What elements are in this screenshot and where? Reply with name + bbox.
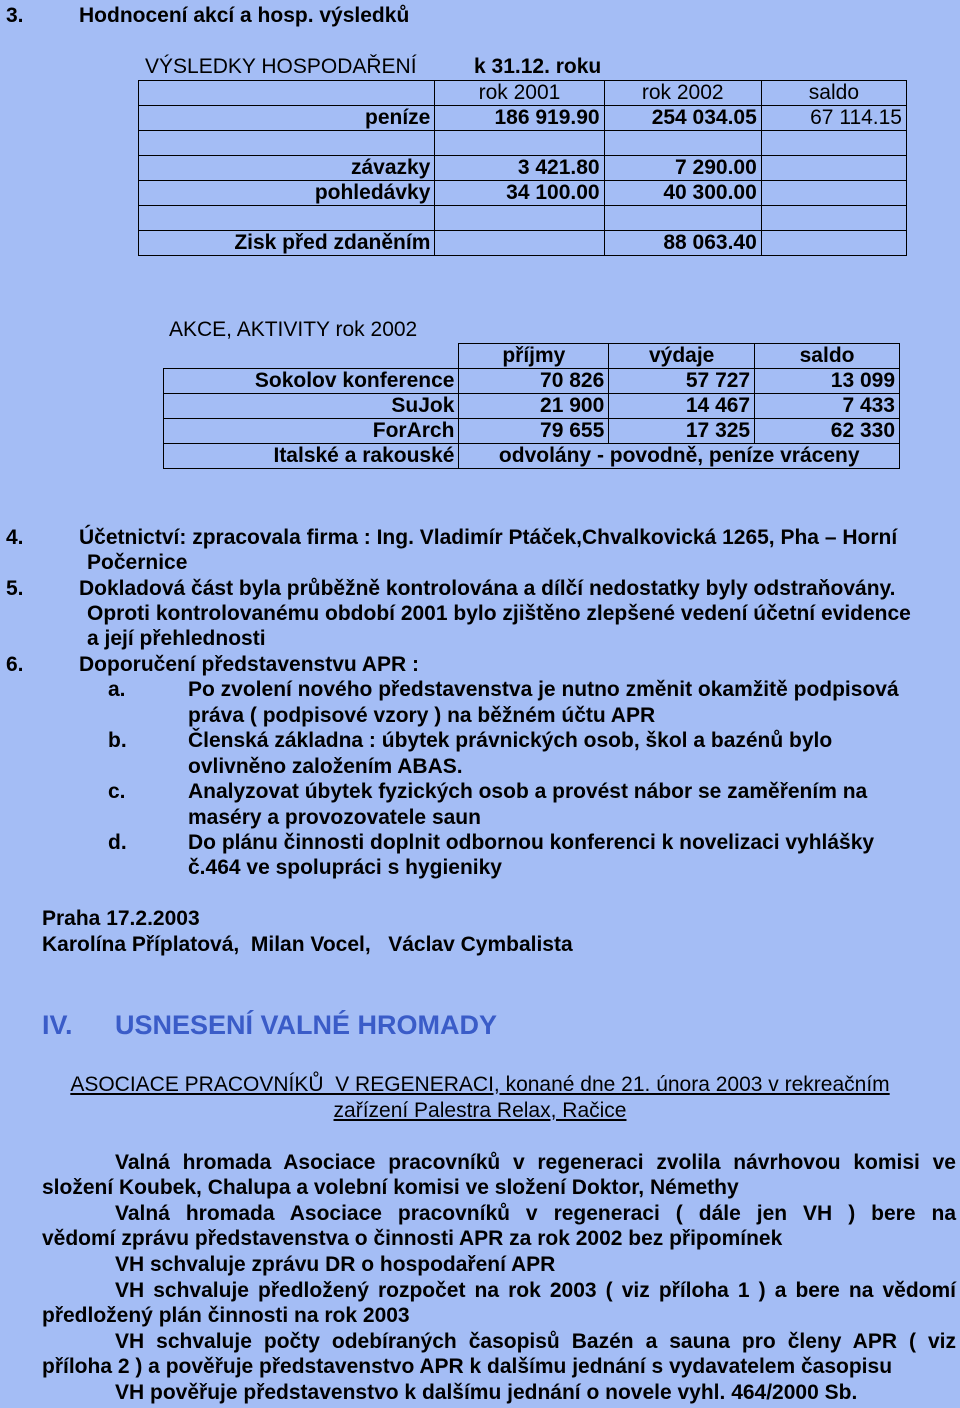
cell-saldo: [761, 206, 906, 231]
actions-title: AKCE, AKTIVITY rok 2002: [169, 318, 418, 341]
actions-header-row: [164, 344, 900, 369]
cancelled-note: odvolány - povodně, peníze vráceny: [459, 444, 900, 469]
resolution-4-rest: předložený plán činnosti na rok 2003: [42, 1304, 410, 1328]
row-label: pohledávky: [139, 181, 435, 206]
resolution-5-first: VH schvaluje počty odebíraných časopisů Bazén a sauna pro členy APR ( viz: [115, 1330, 956, 1353]
table-row: [139, 106, 907, 131]
resolution-5-rest: příloha 2 ) a pověřuje představenstvo APR k dalšímu jednání s vydavatelem časopisu: [42, 1355, 893, 1379]
row-label: Sokolov konference: [164, 369, 459, 394]
table-row: [139, 181, 907, 206]
item-letter-c: c.: [108, 780, 126, 803]
row-label: ForArch: [164, 419, 459, 444]
table-row: [164, 394, 900, 419]
cell-saldo: 7 433: [755, 394, 900, 419]
table-row: [139, 156, 907, 181]
results-date-label: k 31.12. roku: [474, 55, 602, 78]
cell-2001: [435, 231, 604, 256]
resolution-1-first: Valná hromada Asociace pracovníků v regeneraci zvolila návrhovou komisi ve: [115, 1151, 956, 1174]
item-d-line2: č.464 ve spolupráci s hygieniky: [188, 856, 502, 879]
cell-2002: 254 034.05: [604, 106, 761, 131]
cell-2001: 3 421.80: [435, 156, 604, 181]
results-title: VÝSLEDKY HOSPODAŘENÍ: [145, 55, 417, 78]
cell-2001: [435, 206, 604, 231]
row-label: SuJok: [164, 394, 459, 419]
cell-2002: 88 063.40: [604, 231, 761, 256]
table-row: [164, 369, 900, 394]
cell-saldo: [761, 131, 906, 156]
cell-2002: 40 300.00: [604, 181, 761, 206]
item-b-line2: ovlivněno založením ABAS.: [188, 755, 463, 778]
item-letter-b: b.: [108, 729, 127, 752]
cell-2001: 34 100.00: [435, 181, 604, 206]
actions-header-saldo: saldo: [755, 344, 900, 369]
resolution-5: [42, 1329, 956, 1380]
item-c-line1: Analyzovat úbytek fyzických osob a provést nábor se zaměřením na: [188, 780, 868, 803]
item-a-line2: práva ( podpisové vzory ) na běžném účtu APR: [188, 704, 656, 727]
section-5-number: 5.: [6, 577, 24, 600]
item-c-line2: maséry a provozovatele saun: [188, 806, 481, 829]
cell-saldo: 62 330: [755, 419, 900, 444]
cell-saldo: [761, 231, 906, 256]
item-letter-a: a.: [108, 678, 126, 701]
actions-header-blank: [164, 344, 459, 369]
cell-2002: [604, 206, 761, 231]
chapter-number: IV.: [42, 1010, 73, 1040]
cell-expense: 17 325: [609, 419, 755, 444]
item-letter-d: d.: [108, 831, 127, 854]
item-a-line1: Po zvolení nového představenstva je nutno změnit okamžitě podpisová: [188, 678, 899, 701]
resolution-3-first: VH schvaluje zprávu DR o hospodaření APR: [115, 1253, 556, 1276]
chapter-title: USNESENÍ VALNÉ HROMADY: [115, 1010, 498, 1040]
resolution-3: [42, 1252, 956, 1277]
section-3-number: 3.: [6, 4, 24, 27]
row-label: [139, 206, 435, 231]
section-6-number: 6.: [6, 653, 24, 676]
cell-saldo: 67 114.15: [761, 106, 906, 131]
section-5-line2: Oproti kontrolovanému období 2001 bylo zjištěno zlepšené vedení účetní evidence: [87, 602, 911, 625]
cell-2001: [435, 131, 604, 156]
resolution-6: [42, 1380, 956, 1405]
actions-table: [163, 343, 900, 469]
section-5-line1: Dokladová část byla průběžně kontrolována a dílčí nedostatky byly odstraňovány.: [79, 577, 896, 600]
table-row: [164, 444, 900, 469]
actions-header-expense: výdaje: [609, 344, 755, 369]
place-date: Praha 17.2.2003: [42, 907, 200, 930]
cell-2002: 7 290.00: [604, 156, 761, 181]
section-3-title: Hodnocení akcí a hosp. výsledků: [79, 4, 410, 27]
resolution-1-rest: složení Koubek, Chalupa a volební komisi ve složení Doktor, Némethy: [42, 1176, 739, 1200]
section-5-line3: a její přehlednosti: [87, 627, 266, 650]
resolution-4: [42, 1278, 956, 1329]
row-label: Zisk před zdaněním: [139, 231, 435, 256]
table-row: [139, 206, 907, 231]
item-b-line1: Členská základna : úbytek právnických osob, škol a bazénů bylo: [188, 729, 833, 752]
results-header-row: [139, 81, 907, 106]
cell-saldo: [761, 181, 906, 206]
resolution-4-first: VH schvaluje předložený rozpočet na rok 2003 ( viz příloha 1 ) a bere na vědomí: [115, 1279, 956, 1302]
results-header-2002: rok 2002: [604, 81, 761, 106]
table-row: [164, 419, 900, 444]
cell-income: 79 655: [459, 419, 609, 444]
signatories: Karolína Příplatová, Milan Vocel, Václav Cymbalista: [42, 933, 573, 956]
section-6-title: Doporučení představenstvu APR :: [79, 653, 419, 676]
row-label: Italské a rakouské: [164, 444, 459, 469]
section-4-text-cont: Počernice: [87, 551, 188, 574]
cell-income: 21 900: [459, 394, 609, 419]
results-header-saldo: saldo: [761, 81, 906, 106]
assoc-heading-line1: ASOCIACE PRACOVNÍKŮ V REGENERACI, konané dne 21. února 2003 v rekreačním: [70, 1073, 890, 1096]
row-label: závazky: [139, 156, 435, 181]
table-row: [139, 131, 907, 156]
results-header-blank: [139, 81, 435, 106]
resolution-2: [42, 1201, 956, 1252]
results-table: [138, 80, 907, 256]
resolution-6-first: VH pověřuje představenstvo k dalšímu jednání o novele vyhl. 464/2000 Sb.: [115, 1381, 858, 1404]
resolution-2-rest: vědomí zprávu představenstva o činnosti APR za rok 2002 bez připomínek: [42, 1227, 783, 1251]
table-row: [139, 231, 907, 256]
section-4-text: Účetnictví: zpracovala firma : Ing. Vladimír Ptáček,Chvalkovická 1265, Pha – Horní: [79, 526, 898, 549]
resolution-1: [42, 1150, 956, 1201]
cell-expense: 57 727: [609, 369, 755, 394]
section-4-number: 4.: [6, 526, 24, 549]
actions-header-income: příjmy: [459, 344, 609, 369]
assoc-heading-line2: zařízení Palestra Relax, Račice: [333, 1099, 627, 1122]
cell-saldo: 13 099: [755, 369, 900, 394]
results-header-2001: rok 2001: [435, 81, 604, 106]
cell-income: 70 826: [459, 369, 609, 394]
row-label: [139, 131, 435, 156]
cell-2001: 186 919.90: [435, 106, 604, 131]
resolution-2-first: Valná hromada Asociace pracovníků v regeneraci ( dále jen VH ) bere na: [115, 1202, 956, 1225]
row-label: peníze: [139, 106, 435, 131]
item-d-line1: Do plánu činnosti doplnit odbornou konferenci k novelizaci vyhlášky: [188, 831, 875, 854]
cell-expense: 14 467: [609, 394, 755, 419]
cell-saldo: [761, 156, 906, 181]
cell-2002: [604, 131, 761, 156]
